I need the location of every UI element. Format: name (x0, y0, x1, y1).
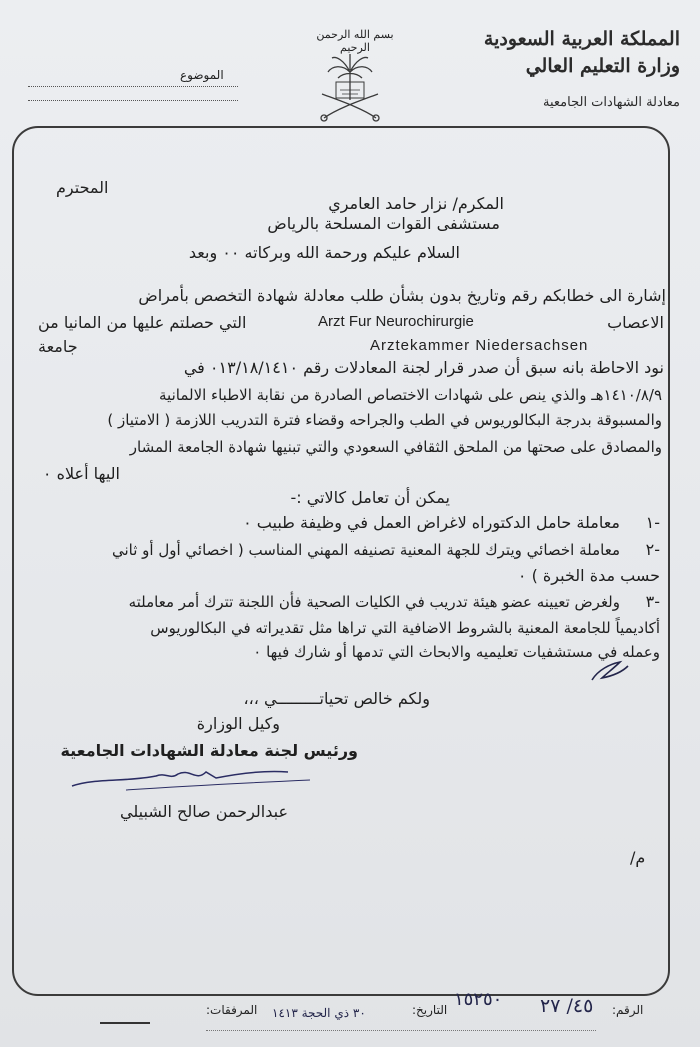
footer-dotted-line (206, 1030, 596, 1031)
ministry-title: وزارة التعليم العالي (525, 55, 680, 77)
item2-line1: معاملة اخصائي ويترك للجهة المعنية تصنيفه المهني المناسب ( اخصائي أول أو ثاني (111, 541, 620, 559)
item3-line3: وعمله في مستشفيات تعليميه والابحاث التي تدمها أو شارك فيها ٠ (253, 643, 660, 661)
footer-mark: م/ (630, 848, 646, 867)
item2-number: ٢- (645, 540, 660, 559)
signatory-title-2: ورئيس لجنة معادلة الشهادات الجامعية (60, 741, 358, 760)
saudi-emblem-icon (318, 48, 382, 128)
department-title: معادلة الشهادات الجامعية (543, 95, 680, 110)
signature-icon (66, 760, 316, 800)
outgoing-number: ١٥٢٥٠ (454, 989, 503, 1010)
attachments-label: المرفقات: (206, 1003, 258, 1017)
date-label: التاريخ: (412, 1003, 448, 1017)
item2-line2: حسب مدة الخبرة ) ٠ (517, 566, 660, 585)
attachments-line (100, 1022, 150, 1024)
item3-line2: أكاديمياً للجامعة المعنية بالشروط الاضافية التي تراها مثل تقديراته في البكالوريوس (150, 619, 660, 637)
greeting: السلام عليكم ورحمة الله وبركاته ٠٠ وبعد (188, 243, 460, 262)
initials-mark-icon (584, 650, 634, 690)
honorific: المحترم (56, 178, 109, 197)
signatory-name: عبدالرحمن صالح الشبيلي (120, 802, 288, 821)
p2-line5: اليها أعلاه ٠ (42, 464, 120, 483)
p1-line2-latin: Arzt Fur Neurochirurgie (318, 313, 474, 330)
subject-line-2 (28, 100, 238, 101)
p1-line3-a: جامعة (38, 337, 78, 356)
p2-line2: ١٤١٠/٨/٩هـ والذي ينص على شهادات الاختصاص الصادرة من نقابة الاطباء الالمانية (159, 386, 662, 404)
recipient-org: مستشفى القوات المسلحة بالرياض (267, 214, 500, 233)
p1-line3-latin: Arztekammer Niedersachsen (370, 337, 589, 354)
p2-line1: نود الاحاطة بانه سبق أن صدر قرار لجنة المعادلات رقم ٠١٣/١٨/١٤١٠ في (183, 358, 664, 377)
p3-intro: يمكن أن تعامل كالاتي :- (290, 488, 450, 507)
p1-line1: إشارة الى خطابكم رقم وتاريخ بدون بشأن طلب معادلة شهادة التخصص بأمراض (138, 286, 666, 305)
number-label: الرقم: (612, 1003, 644, 1017)
p1-line2-a: الاعصاب (607, 313, 664, 332)
p2-line3: والمسبوقة بدرجة البكالوريوس في الطب والجراحه وقضاء فترة التدريب اللازمة ( الامتياز ) (107, 411, 662, 429)
closing: ولكم خالص تحياتـــــــــي ،،، (243, 689, 430, 708)
subject-label: الموضوع (180, 68, 224, 82)
item1-text: معاملة حامل الدكتوراه لاغراض العمل في وظيفة طبيب ٠ (243, 513, 620, 532)
item3-line1: ولغرض تعيينه عضو هيئة تدريب في الكليات الصحية فأن اللجنة تترك أمر معاملته (128, 593, 620, 611)
p2-line4: والمصادق على صحتها من الملحق الثقافي السعودي والتي تبنيها شهادة الجامعة المشار (129, 438, 662, 456)
kingdom-title: المملكة العربية السعودية (483, 28, 680, 50)
recipient-name: المكرم/ نزار حامد العامري (328, 194, 504, 213)
number-value: ٤٥/ ٢٧ (540, 995, 594, 1017)
date-value: ٣٠ ذي الحجة ١٤١٣ (272, 1006, 366, 1020)
p1-line2-b: التي حصلتم عليها من المانيا من (38, 313, 247, 332)
signatory-title-1: وكيل الوزارة (196, 714, 280, 733)
item3-number: ٣- (645, 592, 660, 611)
bismillah: بسم الله الرحمن الرحيم (316, 28, 394, 54)
item1-number: ١- (645, 513, 660, 532)
